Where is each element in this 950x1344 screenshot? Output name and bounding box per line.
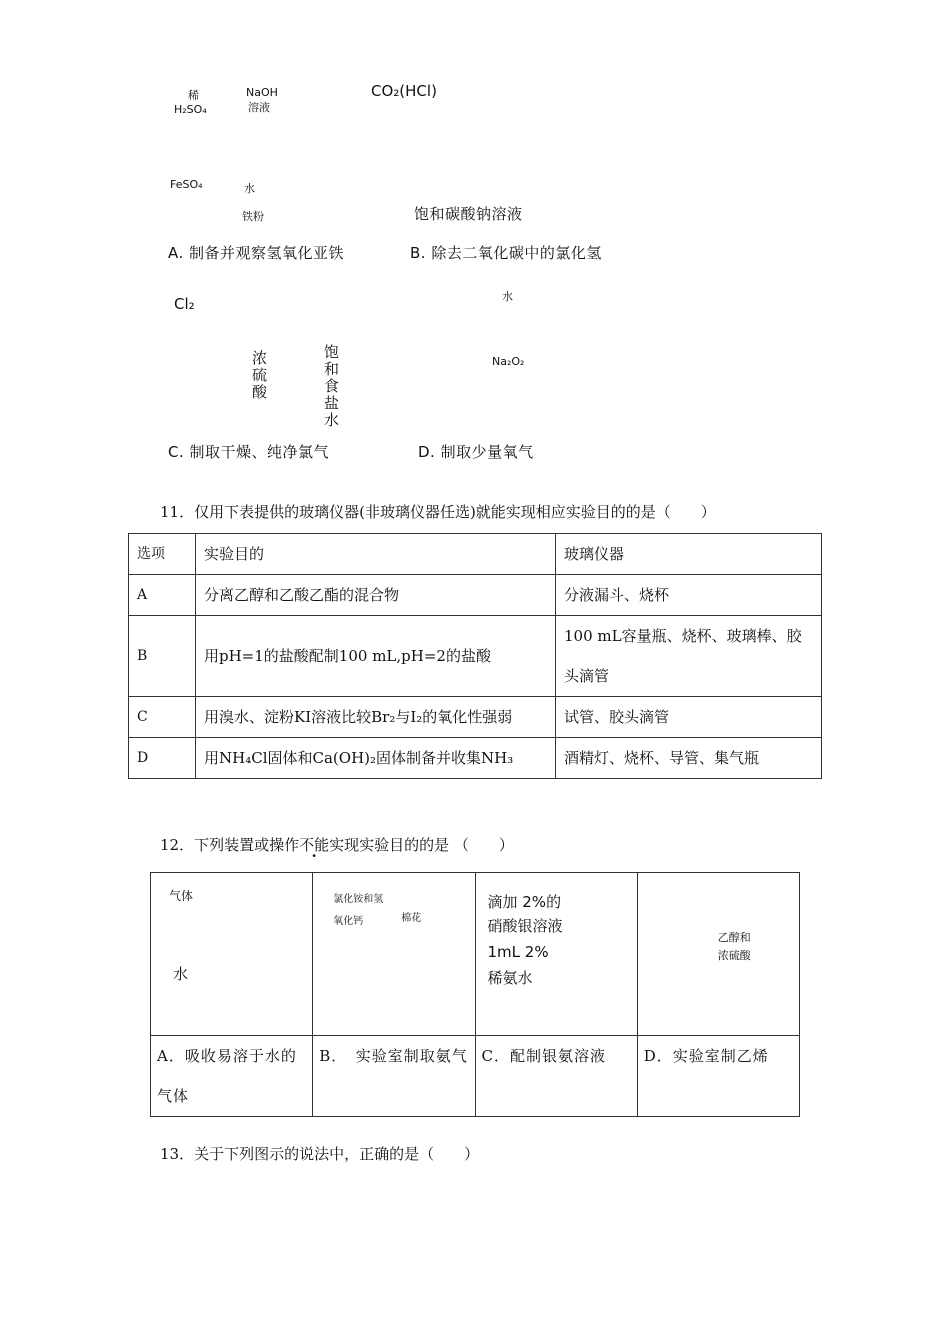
table-row <box>129 575 822 616</box>
row-purpose: 用NH₄Cl固体和Ca(OH)₂固体制备并收集NH₃ <box>196 738 556 779</box>
table-row <box>129 616 822 697</box>
caption-b: B. 除去二氧化碳中的氯化氢 <box>410 244 602 262</box>
row-option: C <box>129 697 196 738</box>
row-purpose: 分离乙醇和乙酸乙酯的混合物 <box>196 575 556 616</box>
label-na2o2: Na₂O₂ <box>492 355 525 368</box>
row-apparatus: 试管、胶头滴管 <box>556 697 822 738</box>
question-11-table <box>128 533 822 779</box>
row-option: A <box>129 575 196 616</box>
stem-emphasis: 不能 <box>299 836 330 854</box>
label-water: 水 <box>173 965 189 983</box>
label-na2co3: 饱和碳酸钠溶液 <box>414 205 523 223</box>
label-water: 水 <box>244 182 255 195</box>
row-apparatus: 酒精灯、烧杯、导管、集气瓶 <box>556 738 822 779</box>
label-c-line3: 1mL 2% <box>487 943 549 961</box>
figure-12b <box>313 873 475 1036</box>
label-d-line1: 乙醇和 <box>717 931 751 944</box>
stem-before: 12．下列装置或操作 <box>160 836 300 854</box>
label-iron: 铁粉 <box>242 210 264 223</box>
question-11-stem: 11．仅用下表提供的玻璃仪器(非玻璃仪器任选)就能实现相应实验目的的是（ ） <box>160 503 716 521</box>
label-cotton: 棉花 <box>401 913 422 924</box>
option-12b: B． 实验室制取氨气 <box>313 1036 475 1117</box>
label-brine: 饱和食盐水 <box>324 343 340 429</box>
table-row <box>129 738 822 779</box>
label-feso4: FeSO₄ <box>170 178 203 191</box>
label-h2so4: H₂SO₄ <box>174 103 207 116</box>
row-apparatus: 分液漏斗、烧杯 <box>556 575 822 616</box>
figure-12d <box>637 873 799 1036</box>
question-12-table <box>150 872 800 1117</box>
label-naoh-solution: 溶液 <box>248 101 270 114</box>
option-12c: C．配制银氨溶液 <box>475 1036 637 1117</box>
label-dilute: 稀 <box>188 89 199 102</box>
row-option: B <box>129 616 196 697</box>
row-apparatus: 100 mL容量瓶、烧杯、玻璃棒、胶头滴管 <box>556 616 822 697</box>
label-water-d: 水 <box>502 290 513 303</box>
table-header-row <box>129 534 822 575</box>
label-co2-hcl: CO₂(HCl) <box>371 82 437 100</box>
caption-c: C. 制取干燥、纯净氯气 <box>168 443 330 461</box>
label-cl2: Cl₂ <box>174 295 195 313</box>
caption-a: A. 制备并观察氢氧化亚铁 <box>168 244 345 262</box>
label-c-line2: 硝酸银溶液 <box>487 917 563 935</box>
label-conc-h2so4: 浓硫酸 <box>252 349 268 401</box>
stem-after: 实现实验目的的是 （ ） <box>329 836 514 854</box>
label-c-line1: 滴加 2%的 <box>487 893 562 911</box>
option-12a: A．吸收易溶于水的气体 <box>151 1036 313 1117</box>
table-row <box>129 697 822 738</box>
header-option: 选项 <box>129 534 196 575</box>
row-option: D <box>129 738 196 779</box>
figure-12c <box>475 873 637 1036</box>
question-12-stem <box>160 834 514 855</box>
label-reagents: 氯化铵和氢氧化钙 <box>333 894 384 927</box>
caption-d: D. 制取少量氧气 <box>418 443 534 461</box>
label-d-line2: 浓硫酸 <box>717 949 751 962</box>
option-12d: D．实验室制乙烯 <box>637 1036 799 1117</box>
header-purpose: 实验目的 <box>196 534 556 575</box>
row-purpose: 用溴水、淀粉KI溶液比较Br₂与I₂的氧化性强弱 <box>196 697 556 738</box>
label-gas: 气体 <box>169 889 194 903</box>
question-13-stem: 13．关于下列图示的说法中，正确的是（ ） <box>160 1145 480 1163</box>
header-apparatus: 玻璃仪器 <box>556 534 822 575</box>
label-naoh: NaOH <box>246 86 278 99</box>
label-c-line4: 稀氨水 <box>487 969 533 987</box>
figure-12a <box>151 873 313 1036</box>
row-purpose: 用pH=1的盐酸配制100 mL,pH=2的盐酸 <box>196 616 556 697</box>
